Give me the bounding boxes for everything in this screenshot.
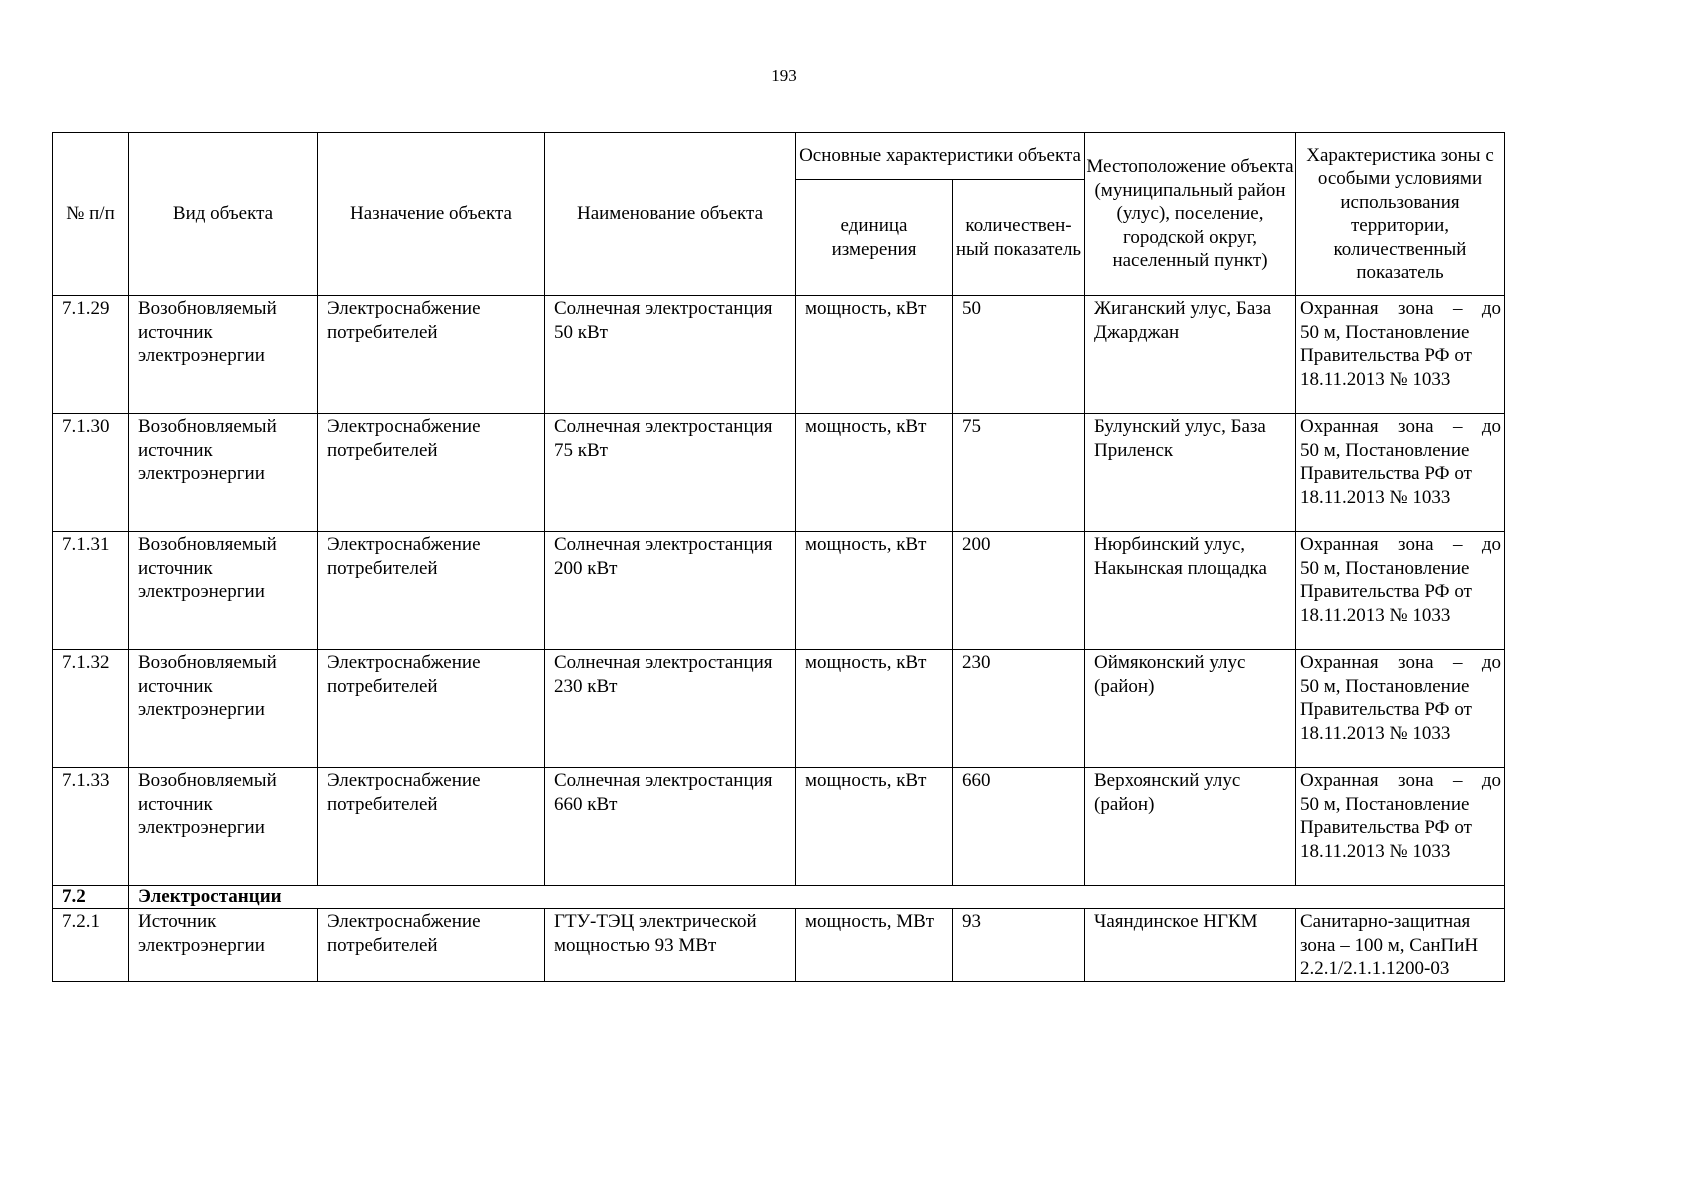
- row-location: Булунский улус, База Приленск: [1085, 414, 1296, 532]
- table-row: [53, 909, 1505, 982]
- header-zone: Характеристика зоны с особыми условиями использования территории, количественный показатель: [1296, 133, 1505, 296]
- row-quantity: 50: [953, 296, 1085, 414]
- section-title: Электростанции: [129, 886, 1505, 909]
- section-num: 7.2: [53, 886, 129, 909]
- header-quantity: количествен-ный показатель: [953, 180, 1085, 296]
- row-purpose: Электроснабжение потребителей: [318, 909, 545, 982]
- row-purpose: Электроснабжение потребителей: [318, 532, 545, 650]
- row-zone: [1296, 532, 1505, 650]
- row-num: 7.1.31: [53, 532, 129, 650]
- row-quantity: 660: [953, 768, 1085, 886]
- row-purpose: Электроснабжение потребителей: [318, 414, 545, 532]
- row-zone: Санитарно-защитная зона – 100 м, СанПиН 2.2.1/2.1.1.1200-03: [1296, 909, 1505, 982]
- row-purpose: Электроснабжение потребителей: [318, 296, 545, 414]
- zone-first-line: Охранная зона – до: [1300, 770, 1501, 791]
- row-zone: [1296, 296, 1505, 414]
- zone-rest: 50 м, Постановление Правительства РФ от 18.11.2013 № 1033: [1300, 557, 1472, 626]
- row-name: Солнечная электростанция 660 кВт: [545, 768, 796, 886]
- row-name: Солнечная электростанция 50 кВт: [545, 296, 796, 414]
- row-location: Нюрбинский улус, Накынская площадка: [1085, 532, 1296, 650]
- row-num: 7.1.33: [53, 768, 129, 886]
- header-type: Вид объекта: [129, 133, 318, 296]
- header-unit: единица измерения: [796, 180, 953, 296]
- row-quantity: 75: [953, 414, 1085, 532]
- row-unit: мощность, кВт: [796, 650, 953, 768]
- table-row: [53, 768, 1505, 886]
- row-unit: мощность, МВт: [796, 909, 953, 982]
- row-purpose: Электроснабжение потребителей: [318, 768, 545, 886]
- row-location: Чаяндинское НГКМ: [1085, 909, 1296, 982]
- table-row: [53, 532, 1505, 650]
- zone-rest: 50 м, Постановление Правительства РФ от 18.11.2013 № 1033: [1300, 439, 1472, 508]
- row-zone: [1296, 768, 1505, 886]
- row-type: Возобновляемый источник электроэнергии: [129, 414, 318, 532]
- row-quantity: 230: [953, 650, 1085, 768]
- row-name: Солнечная электростанция 200 кВт: [545, 532, 796, 650]
- row-unit: мощность, кВт: [796, 532, 953, 650]
- zone-first-line: Охранная зона – до: [1300, 298, 1501, 319]
- row-type: Возобновляемый источник электроэнергии: [129, 296, 318, 414]
- row-unit: мощность, кВт: [796, 414, 953, 532]
- table-row: [53, 414, 1505, 532]
- table-row: [53, 650, 1505, 768]
- row-unit: мощность, кВт: [796, 296, 953, 414]
- zone-rest: 50 м, Постановление Правительства РФ от 18.11.2013 № 1033: [1300, 321, 1472, 390]
- zone-rest: 50 м, Постановление Правительства РФ от 18.11.2013 № 1033: [1300, 793, 1472, 862]
- row-location: Оймяконский улус (район): [1085, 650, 1296, 768]
- row-num: 7.1.29: [53, 296, 129, 414]
- row-purpose: Электроснабжение потребителей: [318, 650, 545, 768]
- row-unit: мощность, кВт: [796, 768, 953, 886]
- row-name: Солнечная электростанция 75 кВт: [545, 414, 796, 532]
- header-num: № п/п: [53, 133, 129, 296]
- header-location: Местоположение объекта (муниципальный район (улус), поселение, городской округ, населенный пункт): [1085, 133, 1296, 296]
- row-type: Источник электроэнергии: [129, 909, 318, 982]
- zone-first-line: Охранная зона – до: [1300, 652, 1501, 673]
- row-type: Возобновляемый источник электроэнергии: [129, 532, 318, 650]
- objects-table: [52, 132, 1505, 982]
- row-name: ГТУ-ТЭЦ электрической мощностью 93 МВт: [545, 909, 796, 982]
- row-quantity: 200: [953, 532, 1085, 650]
- row-type: Возобновляемый источник электроэнергии: [129, 650, 318, 768]
- section-row: [53, 886, 1505, 909]
- row-location: Жиганский улус, База Джарджан: [1085, 296, 1296, 414]
- zone-first-line: Охранная зона – до: [1300, 416, 1501, 437]
- row-num: 7.1.32: [53, 650, 129, 768]
- row-num: 7.1.30: [53, 414, 129, 532]
- header-main-characteristics: Основные характеристики объекта: [796, 133, 1085, 180]
- row-zone: [1296, 414, 1505, 532]
- header-purpose: Назначение объекта: [318, 133, 545, 296]
- row-type: Возобновляемый источник электроэнергии: [129, 768, 318, 886]
- zone-rest: 50 м, Постановление Правительства РФ от 18.11.2013 № 1033: [1300, 675, 1472, 744]
- row-location: Верхоянский улус (район): [1085, 768, 1296, 886]
- table-row: [53, 296, 1505, 414]
- zone-first-line: Охранная зона – до: [1300, 534, 1501, 555]
- header-name: Наименование объекта: [545, 133, 796, 296]
- row-num: 7.2.1: [53, 909, 129, 982]
- row-name: Солнечная электростанция 230 кВт: [545, 650, 796, 768]
- row-zone: [1296, 650, 1505, 768]
- row-quantity: 93: [953, 909, 1085, 982]
- page-number: 193: [771, 66, 797, 85]
